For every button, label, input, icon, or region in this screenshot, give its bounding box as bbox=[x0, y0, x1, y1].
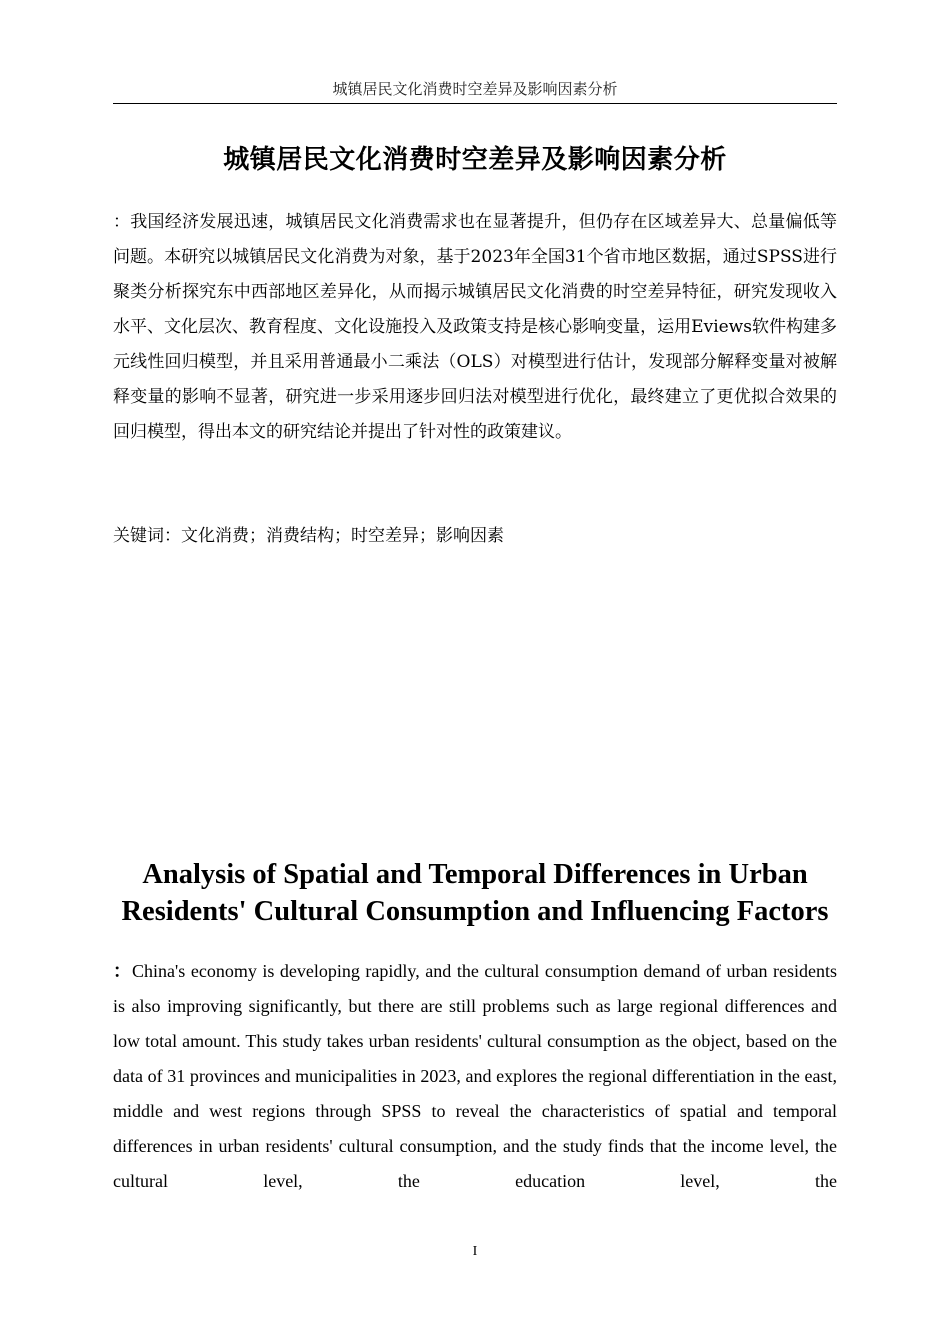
header-rule bbox=[113, 103, 837, 104]
chinese-abstract-lead: ： bbox=[113, 212, 131, 232]
english-abstract bbox=[113, 954, 837, 1199]
chinese-keywords bbox=[113, 519, 837, 554]
keywords-text: 文化消费；消费结构；时空差异；影响因素 bbox=[181, 526, 504, 546]
running-header: 城镇居民文化消费时空差异及影响因素分析 bbox=[332, 80, 618, 98]
english-abstract-body: China's economy is developing rapidly, and the cultural consumption demand of urban residents is also improving significantly, but there are still problems such as large regional differences and low total amount. This study takes urban residents' cultural consumption as the object, based on the data of 31 provinces and municipalities in 2023, and explores the regional differentiation in the east, middle and west regions through SPSS to reveal the characteristics of spatial and temporal differences in urban residents' cultural consumption, and the study finds that the income level, the cultural level, the education level, the bbox=[113, 961, 838, 1191]
english-title: Analysis of Spatial and Temporal Differences in Urban Residents' Cultural Consumption and Influencing Factors bbox=[121, 859, 829, 927]
page-number: I bbox=[472, 1244, 478, 1259]
chinese-abstract bbox=[113, 205, 837, 450]
chinese-title: 城镇居民文化消费时空差异及影响因素分析 bbox=[223, 145, 727, 175]
english-abstract-lead: ： bbox=[113, 961, 133, 982]
keywords-label: 关键词： bbox=[113, 526, 181, 546]
chinese-abstract-body: 我国经济发展迅速，城镇居民文化消费需求也在显著提升，但仍存在区域差异大、总量偏低等问题。本研究以城镇居民文化消费为对象，基于2023年全国31个省市地区数据，通过SPSS进行聚类分析探究东中西部地区差异化，从而揭示城镇居民文化消费的时空差异特征，研究发现收入水平、文化层次、教育程度、文化设施投入及政策支持是核心影响变量，运用Eviews软件构建多元线性回归模型，并且采用普通最小二乘法（OLS）对模型进行估计，发现部分解释变量对被解释变量的影响不显著，研究进一步采用逐步回归法对模型进行优化，最终建立了更优拟合效果的回归模型，得出本文的研究结论并提出了针对性的政策建议。 bbox=[113, 212, 838, 442]
